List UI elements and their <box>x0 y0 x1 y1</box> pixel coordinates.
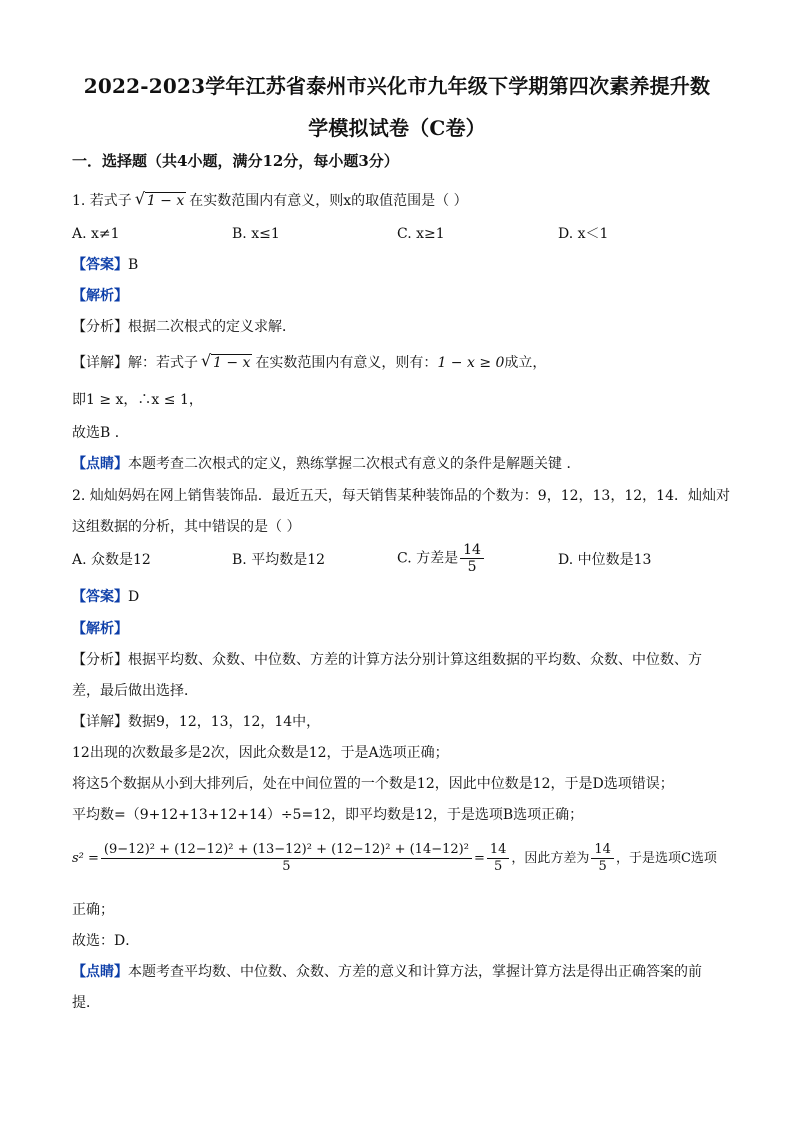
variance-fraction <box>101 842 472 875</box>
q2-analysis <box>72 620 128 638</box>
fraction <box>460 542 484 575</box>
answer-value: B <box>128 257 139 273</box>
variance-formula <box>72 842 717 875</box>
doc-title-line2: 学模拟试卷（C卷） <box>308 116 486 140</box>
fraction-denominator: 5 <box>493 859 503 874</box>
q2-option-a: A. 众数是12 <box>72 552 151 568</box>
q2-detail-line5: 正确； <box>72 902 114 918</box>
comment-tag: 【点睛】 <box>72 456 128 472</box>
q2-comment-line1 <box>72 963 702 981</box>
q1-stem-pre: 1. 若式子 <box>72 193 132 209</box>
answer-tag: 【答案】 <box>72 257 128 273</box>
comment-text: 本题考查二次根式的定义，熟练掌握二次根式有意义的条件是解题关键 ． <box>128 456 581 472</box>
q1-stem-post: 在实数范围内有意义，则x的取值范围是（ ） <box>189 193 468 209</box>
q1-stem <box>72 189 468 210</box>
detail-tag: 【详解】 <box>72 355 128 371</box>
detail-pre: 解：若式子 <box>128 355 198 371</box>
comment-text: 本题考查平均数、中位数、众数、方差的意义和计算方法，掌握计算方法是得出正确答案的前 <box>128 964 702 980</box>
q2-option-b: B. 平均数是12 <box>232 552 326 568</box>
doc-title-line1: 2022-2023学年江苏省泰州市兴化市九年级下学期第四次素养提升数 <box>83 74 711 98</box>
variance-post2: ，于是选项C选项 <box>615 851 717 866</box>
fraction <box>591 842 614 875</box>
q2-option-d: D. 中位数是13 <box>558 552 652 568</box>
q2-answer <box>72 588 139 606</box>
q2-detail-line3: 将这5个数据从小到大排列后，处在中间位置的一个数是12，因此中位数是12，于是D选项错误； <box>72 776 674 792</box>
q1-ji: 即1 ≥ x，∴x ≤ 1， <box>72 392 203 408</box>
q2-detail-line6: 故选：D． <box>72 933 140 949</box>
variance-post1: ，因此方差为 <box>511 851 590 866</box>
analysis-tag: 【解析】 <box>72 288 128 304</box>
section-heading: 一．选择题（共4小题，满分12分，每小题3分） <box>72 152 399 170</box>
variance-lhs: s² = <box>72 851 99 866</box>
q2-detail-line1 <box>72 713 320 731</box>
fenxi-tag: 【分析】 <box>72 652 128 668</box>
sqrt-expression: √ 1 − x <box>201 351 251 371</box>
sqrt-radicand: 1 − x <box>213 355 251 371</box>
q1-fenxi <box>72 318 296 336</box>
q1-gu: 故选B ． <box>72 425 129 441</box>
q2-detail-line2: 12出现的次数最多是2次，因此众数是12，于是A选项正确； <box>72 745 449 761</box>
detail-mid: 在实数范围内有意义，则有： <box>255 355 438 371</box>
answer-value: D <box>128 589 140 605</box>
fenxi-text: 根据平均数、众数、中位数、方差的计算方法分别计算这组数据的平均数、众数、中位数、方 <box>128 652 702 668</box>
q2-stem-line2: 这组数据的分析，其中错误的是（ ） <box>72 519 301 535</box>
q1-option-d: D. x＜1 <box>558 226 609 242</box>
q2-option-c-label: C. 方差是 <box>397 550 459 567</box>
q1-analysis <box>72 287 128 305</box>
fraction-denominator: 5 <box>467 559 477 575</box>
q1-answer <box>72 256 138 274</box>
sqrt-radicand: 1 − x <box>146 193 185 209</box>
analysis-tag: 【解析】 <box>72 621 128 637</box>
variance-denominator: 5 <box>282 859 291 874</box>
fenxi-tag: 【分析】 <box>72 319 128 335</box>
fraction-numerator: 14 <box>460 542 484 559</box>
q2-fenxi-line1 <box>72 651 702 669</box>
detail-text: 数据9，12，13，12，14中， <box>128 714 321 730</box>
answer-tag: 【答案】 <box>72 589 128 605</box>
q1-option-a: A. x≠1 <box>72 226 120 242</box>
fraction <box>487 842 510 875</box>
q2-detail-line4: 平均数=（9+12+13+12+14）÷5=12，即平均数是12，于是选项B选项正确； <box>72 807 584 823</box>
q1-comment <box>72 455 580 473</box>
detail-post: 成立， <box>504 355 547 371</box>
fraction-numerator: 14 <box>487 842 510 859</box>
sqrt-expression: √ 1 − x <box>134 189 185 209</box>
q2-option-c <box>397 542 486 575</box>
fenxi-text: 根据二次根式的定义求解． <box>128 319 296 335</box>
q2-stem-line1: 2. 灿灿妈妈在网上销售装饰品．最近五天，每天销售某种装饰品的个数为：9，12，13，12，14．灿灿对 <box>72 488 730 504</box>
detail-tag: 【详解】 <box>72 714 128 730</box>
variance-equals: = <box>473 851 485 866</box>
variance-numerator: (9−12)² + (12−12)² + (13−12)² + (12−12)² + (14−12)² <box>101 842 472 859</box>
q2-fenxi-line2: 差，最后做出选择． <box>72 683 198 699</box>
q2-comment-line2: 提． <box>72 995 100 1011</box>
q1-option-c: C. x≥1 <box>397 226 445 242</box>
fraction-denominator: 5 <box>598 859 607 874</box>
comment-tag: 【点睛】 <box>72 964 128 980</box>
detail-condition: 1 − x ≥ 0 <box>437 355 505 371</box>
fraction-numerator: 14 <box>591 842 614 859</box>
q1-option-b: B. x≤1 <box>232 226 280 242</box>
q1-detail <box>72 351 547 372</box>
